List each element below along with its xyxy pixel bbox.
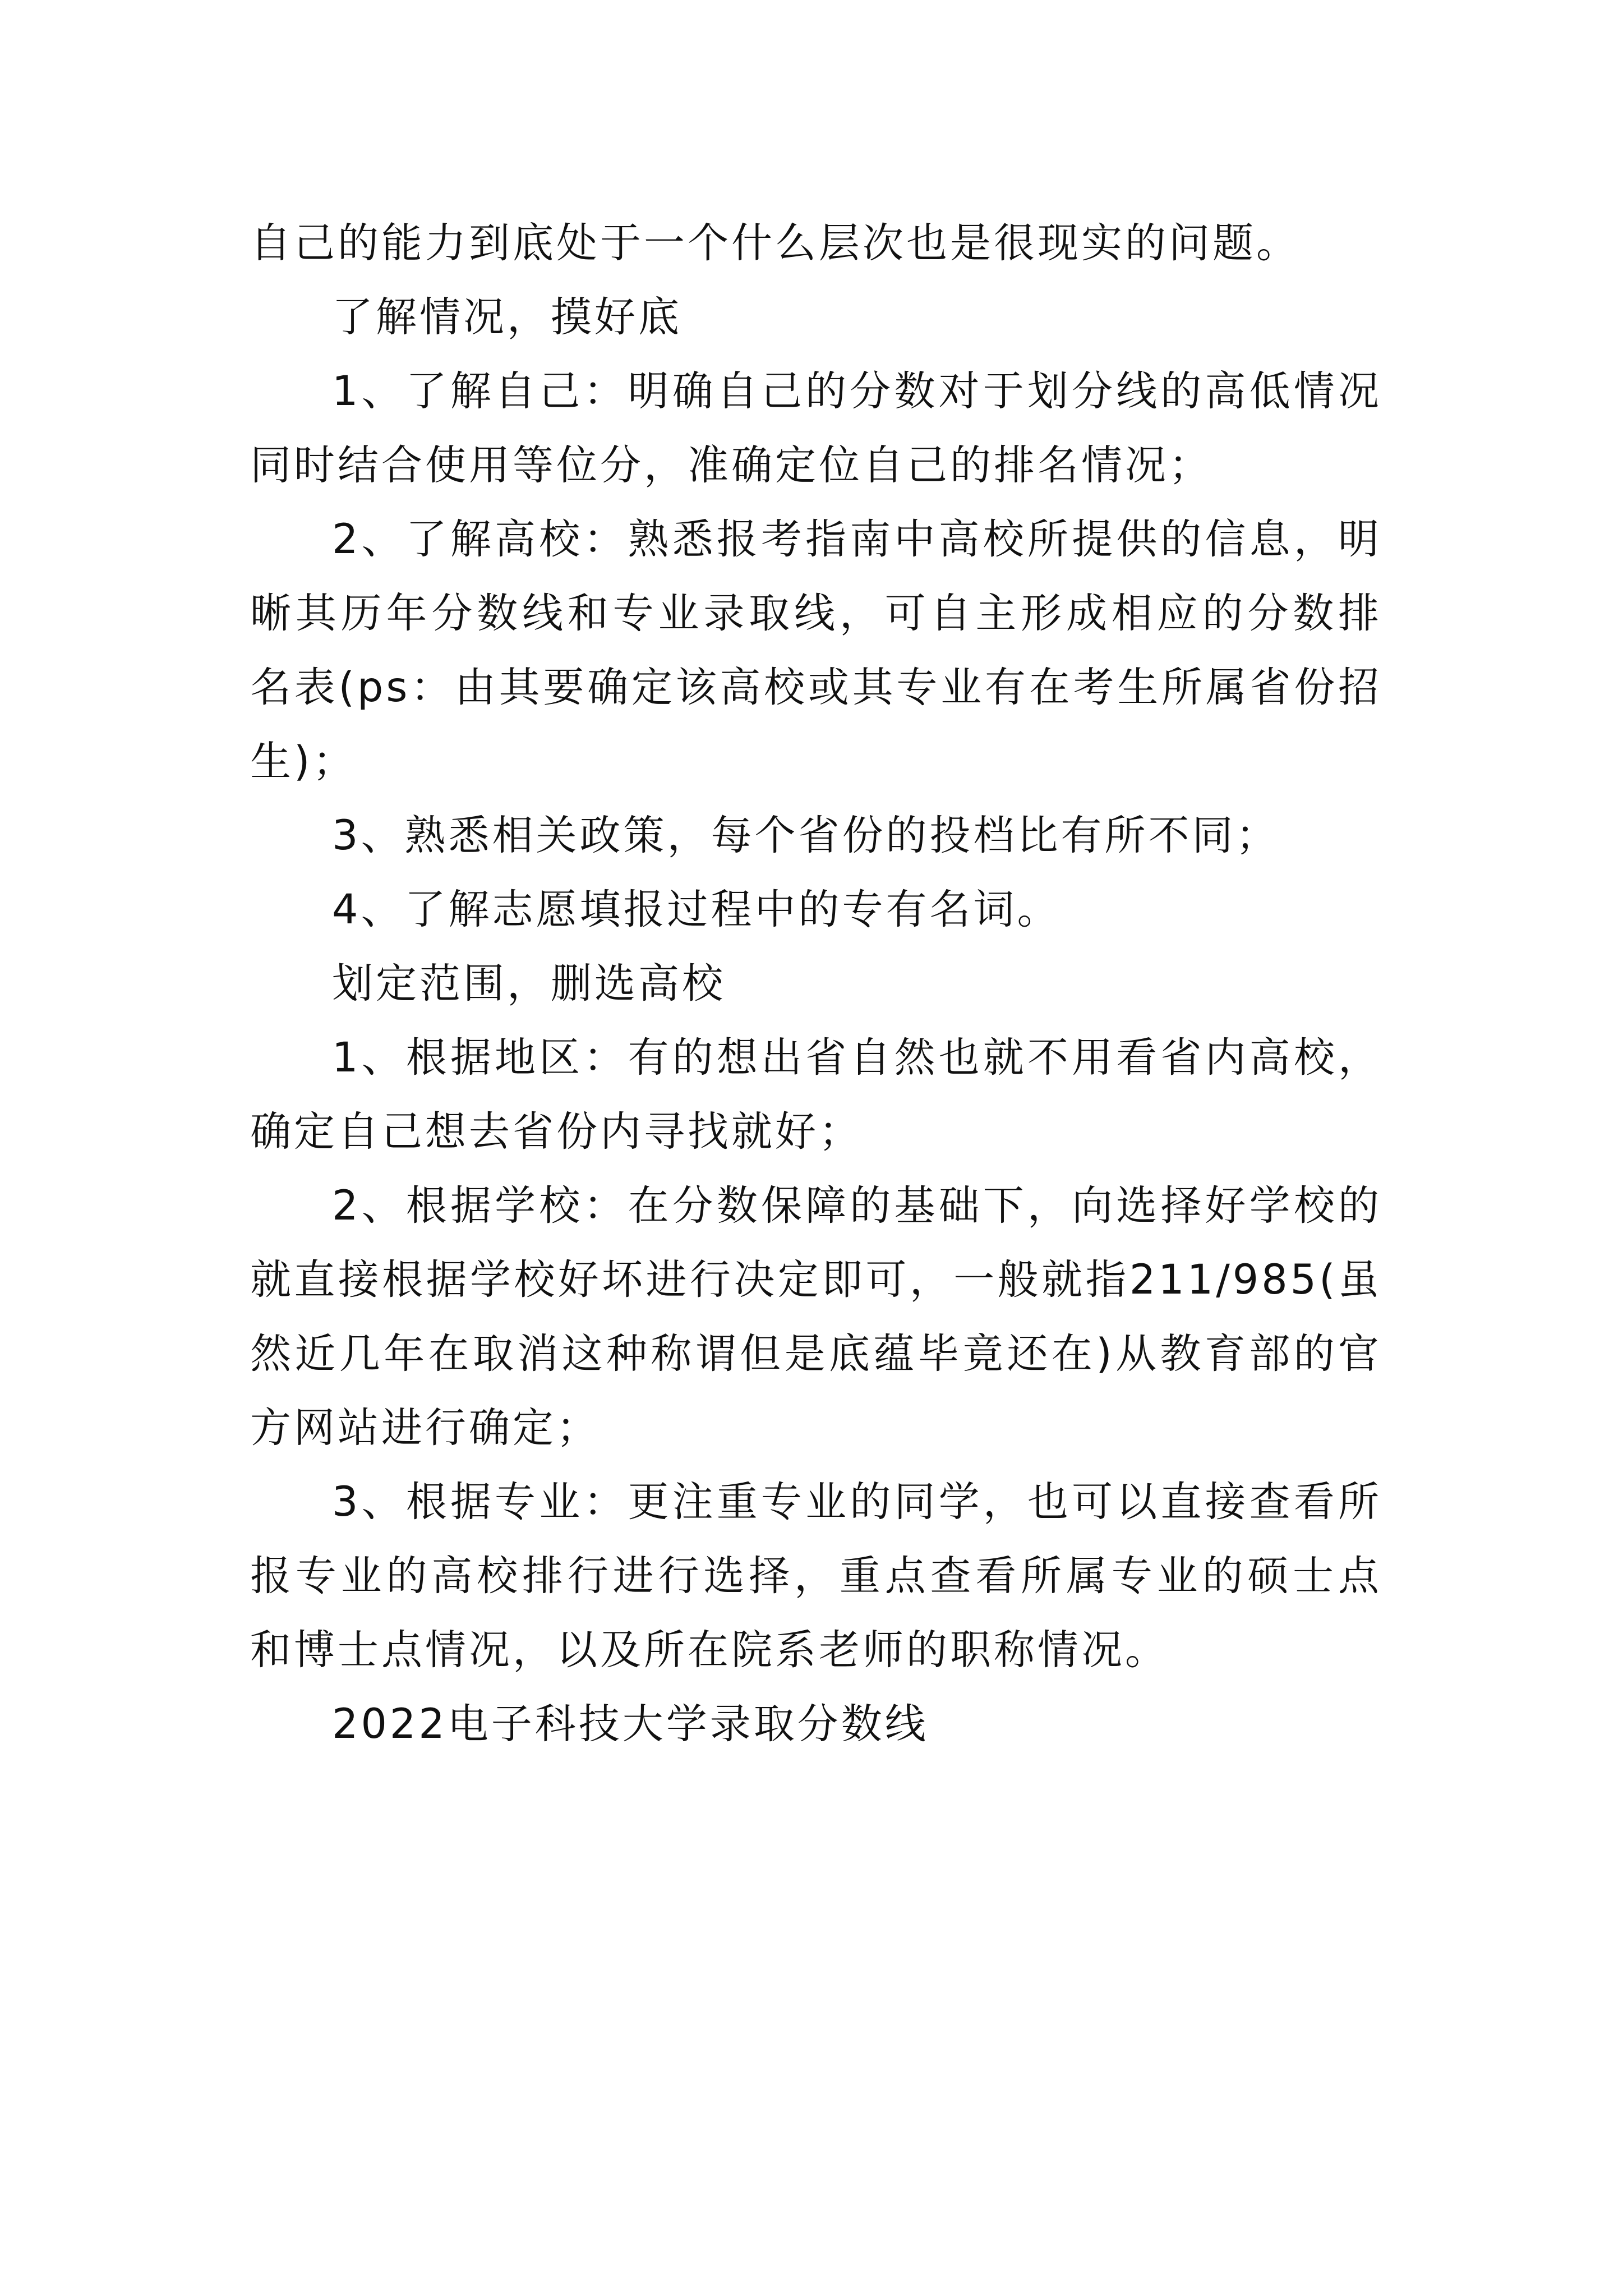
section-heading-understand-situation: 了解情况，摸好底 [332, 293, 682, 341]
list-item-know-policies: 3、熟悉相关政策，每个省份的投档比有所不同； [332, 812, 1280, 859]
section-heading-admission-scores: 2022电子科技大学录取分数线 [332, 1700, 929, 1748]
list-item-know-universities: 2、了解高校：熟悉报考指南中高校所提供的信息，明晰其历年分数线和专业录取线，可自主形成相应的分数排名表(ps：由其要确定该高校或其专业有在考生所属省份招生)； [250, 516, 1382, 785]
paragraph-continuation: 自己的能力到底处于一个什么层次也是很现实的问题。 [250, 219, 1300, 267]
section-heading-define-scope: 划定范围，删选高校 [332, 960, 726, 1007]
list-item-know-terms: 4、了解志愿填报过程中的专有名词。 [332, 886, 1061, 933]
list-item-know-yourself: 1、了解自己：明确自己的分数对于划分线的高低情况同时结合使用等位分，准确定位自己的排名情况； [250, 367, 1382, 489]
list-item-by-region: 1、根据地区：有的想出省自然也就不用看省内高校，确定自己想去省份内寻找就好； [250, 1034, 1382, 1156]
list-item-by-school: 2、根据学校：在分数保障的基础下，向选择好学校的就直接根据学校好坏进行决定即可，一般就指211/985(虽然近几年在取消这种称谓但是底蕴毕竟还在)从教育部的官方网站进行确定； [250, 1182, 1382, 1452]
document-body [250, 206, 1382, 1761]
list-item-by-major: 3、根据专业：更注重专业的同学，也可以直接查看所报专业的高校排行进行选择，重点查看所属专业的硕士点和博士点情况，以及所在院系老师的职称情况。 [250, 1478, 1382, 1674]
